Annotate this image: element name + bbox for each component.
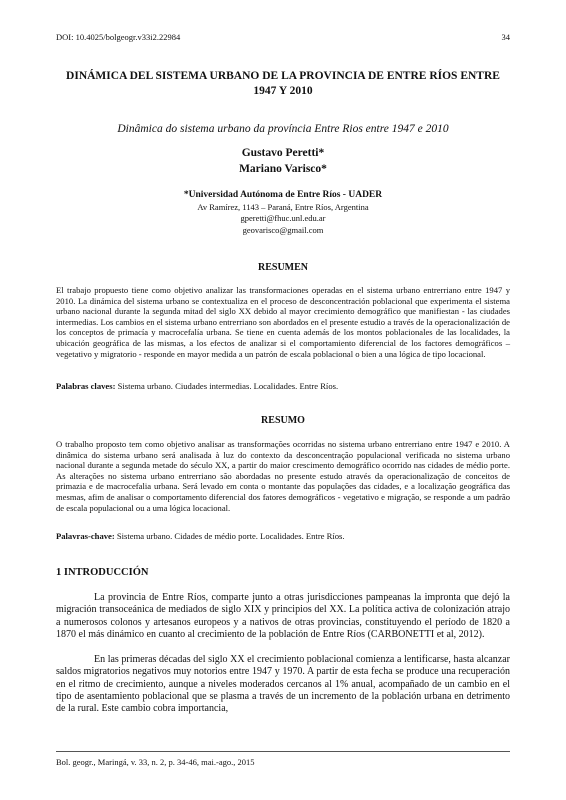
keywords-text: Sistema urbano. Cidades de médio porte. Localidades. Entre Ríos. — [114, 531, 345, 541]
resumo-heading: RESUMO — [261, 415, 305, 426]
author-email[interactable]: geovarisco@gmail.com — [242, 224, 324, 235]
institution-address: Av Ramírez, 1143 – Paraná, Entre Ríos, Argentina — [197, 201, 369, 212]
footer-citation: Bol. geogr., Maringá, v. 33, n. 2, p. 34-46, mai.-ago., 2015 — [56, 757, 255, 767]
footer-rule — [56, 751, 510, 752]
resumen-heading: RESUMEN — [257, 262, 308, 273]
body-paragraph: La provincia de Entre Ríos, comparte junto a otras jurisdicciones pampeanas la impronta que dejó la migración transoceánica de mediados de siglo XIX y principios del XX. La política activa de colonización atrajo a numerosos colonos y artesanos europeos y a nativos de otras provincias, constituyendo el período de 1820 a 1870 el más dinámico en cuanto al crecimiento de la población de Entre Ríos (CARBONETTI et al, 2012). — [56, 592, 510, 640]
paper-subtitle: Dinâmica do sistema urbano da província Entre Rios entre 1947 e 2010 — [117, 123, 449, 135]
resumen-keywords — [56, 381, 510, 392]
page-number: 34 — [501, 32, 510, 42]
affiliation — [56, 190, 510, 236]
resumen-text: El trabajo propuesto tiene como objetivo analizar las transformaciones operadas en el sistema urbano entrerriano entre 1947 y 2010. La dinámica del sistema urbano se contextualiza en el proceso de desconcentración poblacional que experimenta el sistema urbano nacional durante la segunda mitad del siglo XX debido al mayor crecimiento demográfico que manifiestan - las ciudades intermedias. Los cambios en el sistema urbano entrerriano son abordados en el presente estudio a través de la operacionalización de los conceptos de primacía y macrocefalía urbana. Se tiene en cuenta además de los montos poblacionales de las localidades, la ubicación geográfica de las mismas, a los efectos de analizar si el comportamiento diferencial de los factores demográficos – vegetativo y migratorio - responde en mayor medida a un patrón de escala poblacional o bien a una lógica de tipo locacional. — [56, 285, 510, 359]
author-list — [56, 145, 510, 177]
resumo-text: O trabalho proposto tem como objetivo analisar as transformações ocorridas no sistema urbano entrerriano entre 1947 e 2010. A dinâmica do sistema urbano será analisada à luz do contexto da desconcentração populacional verificada no sistema urbano nacional durante a segunda metade do século XX, a partir do maior crescimento demográfico ocorrido nas cidades de médio porte. As alterações no sistema urbano entrerriano são abordadas no presente estudo através da operacionalização de conceitos de primazia e de macrocefalia urbana. Será levado em conta o montante das populações das cidades, e a localização geográfica das mesmas, afim de analisar o comportamento diferencial dos fatores demográficos - vegetativo e migração, se responde a um padrão de escala populacional ou a uma lógica locacional. — [56, 439, 510, 513]
body-paragraph: En las primeras décadas del siglo XX el crecimiento poblacional comienza a lentificarse, hasta alcanzar saldos migratorios negativos muy notorios entre 1947 y 1970. A partir de esta fecha se produce una recuperación en el ritmo de crecimiento, aunque a niveles moderados cercanos al 1% anual, acompañado de un cambio en el tipo de asentamiento poblacional que se plasma a través de un incremento de la población urbana en detrimento de la rural. Este cambio cobra importancia, — [56, 654, 510, 715]
author-name: Mariano Varisco* — [239, 163, 327, 175]
institution-name: *Universidad Autónoma de Entre Ríos - UADER — [183, 190, 383, 200]
doi-text[interactable]: DOI: 10.4025/bolgeogr.v33i2.22984 — [56, 32, 181, 42]
keywords-text: Sistema urbano. Ciudades intermedias. Localidades. Entre Ríos. — [115, 381, 339, 391]
section-heading: 1 INTRODUCCIÓN — [56, 567, 149, 578]
author-name: Gustavo Peretti* — [241, 147, 325, 159]
keywords-label: Palavras-chave: — [56, 531, 115, 541]
keywords-label: Palabras claves: — [56, 381, 116, 391]
author-email[interactable]: gperetti@fhuc.unl.edu.ar — [240, 213, 326, 223]
resumo-keywords — [56, 531, 510, 542]
paper-title: DINÁMICA DEL SISTEMA URBANO DE LA PROVINCIA DE ENTRE RÍOS ENTRE 1947 Y 2010 — [66, 70, 500, 97]
